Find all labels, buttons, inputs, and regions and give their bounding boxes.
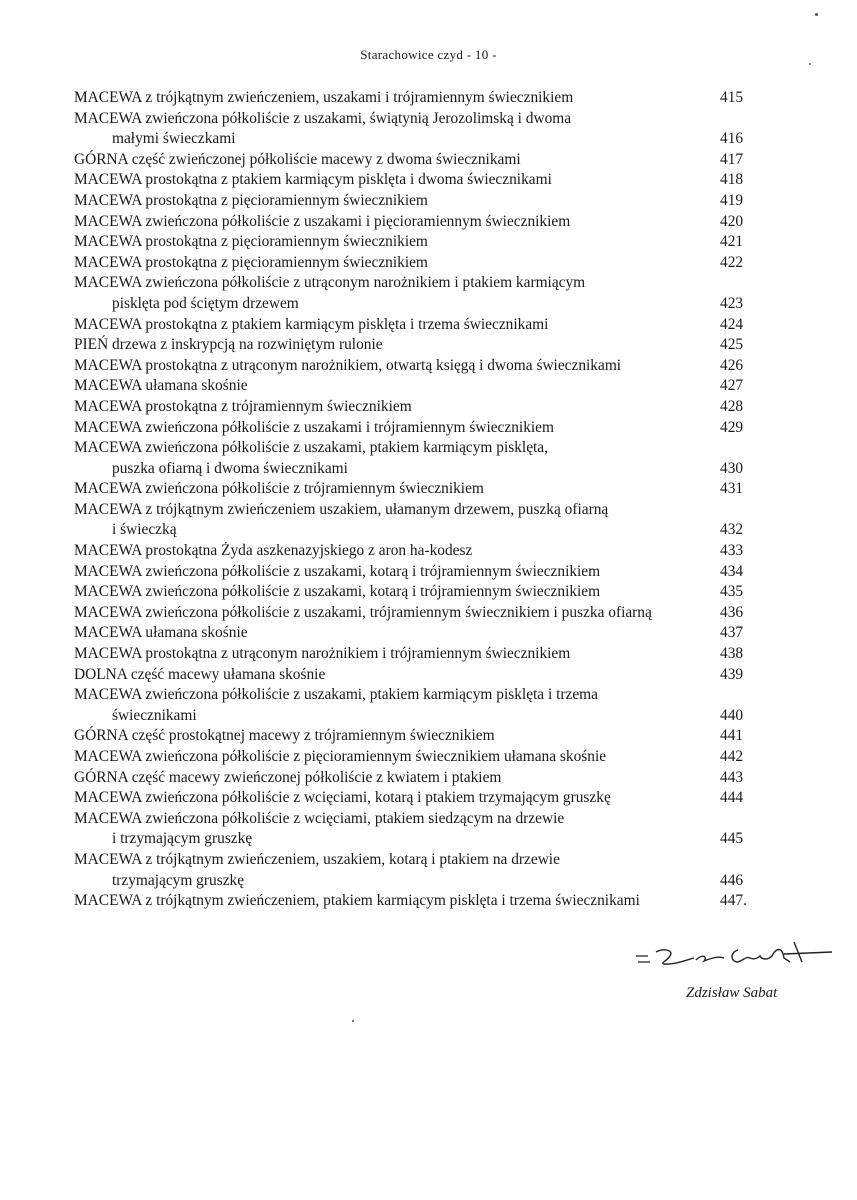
catalog-entry (74, 170, 764, 191)
entry-line: MACEWA zwieńczona półkoliście z uszakami i pięcioramiennym świecznikiem (74, 212, 571, 230)
entry-number: 434 (720, 562, 744, 580)
entry-number: 446 (720, 871, 744, 889)
entry-line: MACEWA z trójkątnym zwieńczeniem uszakiem, ułamanym drzewem, puszką ofiarną (74, 500, 609, 518)
entry-line: MACEWA ułamana skośnie (74, 624, 248, 642)
entry-description (74, 788, 718, 809)
entry-line: małymi świeczkami (112, 130, 236, 148)
entry-number: 426 (720, 356, 744, 374)
catalog-entry (74, 335, 764, 356)
entry-description (74, 212, 718, 233)
entry-description (74, 150, 718, 171)
entry-description (74, 335, 718, 356)
entry-description (74, 170, 718, 191)
entry-line: MACEWA z trójkątnym zwieńczeniem, uszakiem, kotarą i ptakiem na drzewie (74, 850, 560, 868)
scan-speck (815, 13, 818, 16)
catalog-entry (74, 788, 764, 809)
catalog-entry (74, 665, 764, 686)
entry-number: 423 (720, 294, 744, 312)
entry-description (74, 315, 718, 336)
entry-number: 444 (720, 789, 744, 807)
entry-number: 429 (720, 418, 744, 436)
entry-line: MACEWA zwieńczona półkoliście z uszakami i trójramiennym świecznikiem (74, 418, 554, 436)
entry-number: 441 (720, 727, 744, 745)
catalog-entry (74, 644, 764, 665)
catalog-entry (74, 768, 764, 789)
catalog-entry (74, 418, 764, 439)
entry-description (74, 253, 718, 274)
entry-description (74, 665, 718, 686)
entry-number: 427 (720, 377, 744, 395)
catalog-entry (74, 150, 764, 171)
entry-description (74, 273, 718, 314)
catalog-entry (74, 541, 764, 562)
entry-description (74, 438, 718, 479)
entry-number: 443 (720, 768, 744, 786)
catalog-entry (74, 232, 764, 253)
entry-number: 447. (720, 892, 747, 910)
catalog-entry (74, 212, 764, 233)
entry-description (74, 685, 718, 726)
entry-line: GÓRNA część macewy zwieńczonej półkoliście z kwiatem i ptakiem (74, 768, 502, 786)
entry-number: 442 (720, 748, 744, 765)
entry-number: 420 (720, 212, 744, 230)
entry-description (74, 850, 718, 891)
entry-line: i świeczką (112, 521, 177, 539)
entry-line: MACEWA prostokątna z trójramiennym świecznikiem (74, 397, 412, 415)
entry-line: MACEWA prostokątna z utrąconym narożnikiem, otwartą księgą i dwoma świecznikami (74, 356, 622, 374)
entry-number: 430 (720, 459, 744, 477)
entry-number: 433 (720, 542, 744, 560)
entry-line: MACEWA zwieńczona półkoliście z uszakami, kotarą i trójramiennym świecznikiem (74, 583, 601, 601)
entry-line: świecznikami (112, 706, 197, 724)
entry-description (74, 891, 718, 912)
entry-description (74, 479, 718, 500)
catalog-entry (74, 109, 764, 150)
entry-line: PIEŃ drzewa z inskrypcją na rozwiniętym rulonie (74, 336, 383, 354)
entry-number: 415 (720, 89, 744, 106)
entry-number: 435 (720, 583, 744, 601)
entry-line: GÓRNA część prostokątnej macewy z trójramiennym świecznikiem (74, 727, 495, 745)
entry-line: MACEWA zwieńczona półkoliście z wcięciami, ptakiem siedzącym na drzewie (74, 809, 565, 827)
entry-line: puszka ofiarną i dwoma świecznikami (112, 459, 348, 477)
entry-description (74, 541, 718, 562)
entry-line: MACEWA prostokątna Żyda aszkenazyjskiego z aron ha-kodesz (74, 542, 473, 560)
entry-line: MACEWA z trójkątnym zwieńczeniem, uszakami i trójramiennym świecznikiem (74, 89, 574, 106)
signature-name: Zdzisław Sabat (686, 985, 778, 1001)
entry-description (74, 582, 718, 603)
entry-description (74, 603, 718, 624)
entry-description (74, 809, 718, 850)
entry-line: MACEWA zwieńczona półkoliście z uszakami, ptakiem karmiącym pisklęta i trzema (74, 686, 598, 704)
entry-line: MACEWA prostokątna z ptakiem karmiącym pisklęta i dwoma świecznikami (74, 171, 552, 189)
catalog-entry (74, 438, 764, 479)
catalog-entry (74, 273, 764, 314)
catalog-entry (74, 356, 764, 377)
entry-number: 431 (720, 480, 744, 498)
entry-line: MACEWA prostokątna z ptakiem karmiącym pisklęta i trzema świecznikami (74, 315, 549, 333)
catalog-entry (74, 809, 764, 850)
entry-number: 438 (720, 645, 744, 663)
entry-description (74, 768, 718, 789)
entry-description (74, 397, 718, 418)
entry-number: 418 (720, 171, 744, 189)
entry-number: 445 (720, 830, 744, 848)
entry-line: MACEWA zwieńczona półkoliście z uszakami, ptakiem karmiącym pisklęta, (74, 439, 548, 457)
entry-number: 439 (720, 665, 744, 683)
entry-number: 425 (720, 336, 744, 354)
catalog-entry (74, 747, 764, 768)
catalog-entry (74, 253, 764, 274)
entry-line: MACEWA prostokątna z utrąconym narożnikiem i trójramiennym świecznikiem (74, 645, 571, 663)
catalog-entry (74, 623, 764, 644)
entry-line: i trzymającym gruszkę (112, 830, 253, 848)
entry-line: MACEWA prostokątna z pięcioramiennym świecznikiem (74, 253, 428, 271)
entry-line: MACEWA zwieńczona półkoliście z uszakami, świątynią Jerozolimską i dwoma (74, 109, 572, 127)
entry-description (74, 623, 718, 644)
scan-speck (352, 1020, 354, 1022)
entry-description (74, 109, 718, 150)
catalog-entry (74, 726, 764, 747)
entry-description (74, 191, 718, 212)
entry-description (74, 562, 718, 583)
catalog-entry (74, 315, 764, 336)
entry-description (74, 232, 718, 253)
entry-line: pisklęta pod ściętym drzewem (112, 294, 299, 312)
catalog-entry (74, 376, 764, 397)
entry-description (74, 726, 718, 747)
page-header: Starachowice czyd - 10 - (360, 47, 497, 62)
catalog-entry (74, 891, 764, 912)
entry-number: 419 (720, 191, 744, 209)
entry-number: 416 (720, 130, 744, 148)
catalog-entry (74, 850, 764, 891)
entry-line: MACEWA prostokątna z pięcioramiennym świecznikiem (74, 233, 428, 251)
handwritten-signature (634, 936, 834, 970)
entry-line: MACEWA prostokątna z pięcioramiennym świecznikiem (74, 191, 428, 209)
entry-line: MACEWA zwieńczona półkoliście z uszakami, trójramiennym świecznikiem i puszka ofiarną (74, 603, 652, 621)
entry-line: MACEWA z trójkątnym zwieńczeniem, ptakiem karmiącym pisklęta i trzema świecznikami (74, 892, 640, 910)
entry-number: 436 (720, 603, 744, 621)
entry-line: DOLNA część macewy ułamana skośnie (74, 665, 326, 683)
catalog-entry (74, 191, 764, 212)
entry-number: 422 (720, 253, 744, 271)
entry-description (74, 747, 718, 768)
entry-line: MACEWA zwieńczona półkoliście z trójramiennym świecznikiem (74, 480, 484, 498)
entry-description (74, 376, 718, 397)
catalog-entry (74, 562, 764, 583)
entry-number: 437 (720, 624, 744, 642)
entry-description (74, 356, 718, 377)
entry-line: trzymającym gruszkę (112, 871, 245, 889)
entry-description (74, 500, 718, 541)
entry-number: 440 (720, 706, 744, 724)
entry-number: 424 (720, 315, 744, 333)
entry-number: 421 (720, 233, 744, 251)
entry-line: MACEWA zwieńczona półkoliście z utrąconym narożnikiem i ptakiem karmiącym (74, 274, 586, 292)
entry-line: MACEWA ułamana skośnie (74, 377, 248, 395)
entry-description (74, 644, 718, 665)
catalog-entry (74, 88, 764, 109)
entry-number: 417 (720, 150, 744, 168)
catalog-entry (74, 397, 764, 418)
entry-line: GÓRNA część zwieńczonej półkoliście macewy z dwoma świecznikami (74, 150, 521, 168)
entry-description (74, 418, 718, 439)
catalog-entry (74, 500, 764, 541)
entry-number: 432 (720, 521, 744, 539)
catalog-entry (74, 479, 764, 500)
entry-line: MACEWA zwieńczona półkoliście z pięcioramiennym świecznikiem ułamana skośnie (74, 748, 607, 765)
entry-number: 428 (720, 397, 744, 415)
catalog-entry (74, 603, 764, 624)
catalog-list (74, 88, 764, 912)
catalog-entry (74, 685, 764, 726)
entry-line: MACEWA zwieńczona półkoliście z uszakami, kotarą i trójramiennym świecznikiem (74, 562, 601, 580)
entry-description (74, 88, 718, 109)
catalog-entry (74, 582, 764, 603)
entry-line: MACEWA zwieńczona półkoliście z wcięciami, kotarą i ptakiem trzymającym gruszkę (74, 789, 611, 807)
scan-speck (809, 63, 811, 65)
